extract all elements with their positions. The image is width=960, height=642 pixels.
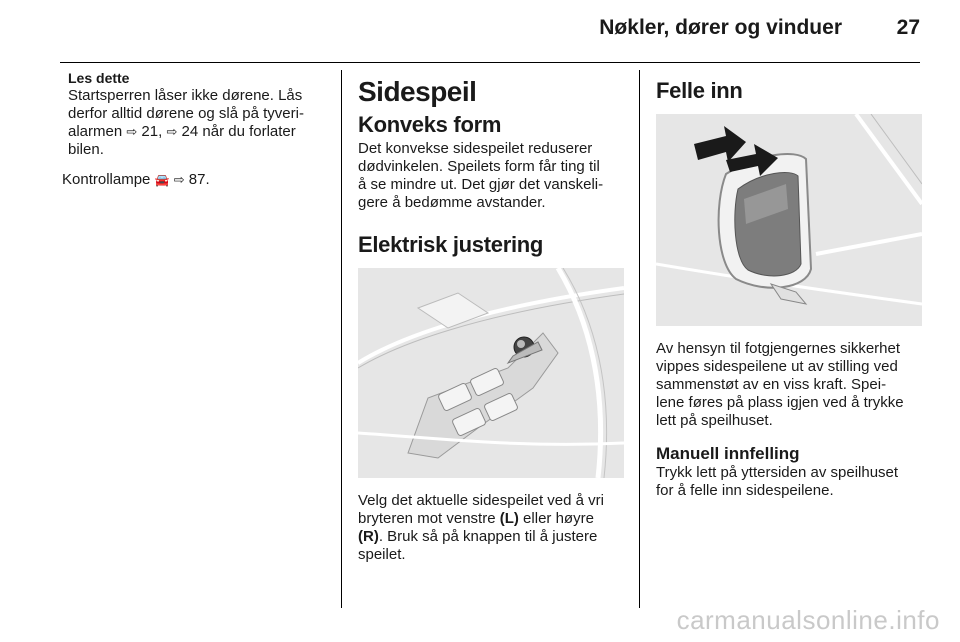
column-2 [358,70,626,564]
mirror-drawing [656,114,922,326]
column-divider-1 [341,70,342,608]
note-text: alarmen [68,123,127,140]
page-header-title: Nøkler, dører og vinduer [599,16,842,39]
body-line: å se mindre ut. Det gjør det vanskeli- [358,176,604,193]
body-line [358,528,626,546]
body-text: . Bruk så på knappen til å justere [378,528,598,545]
body-line [358,510,626,528]
page-ref-arrow-icon: ⇨ [173,172,185,187]
note-box [68,70,332,159]
watermark-brand: carmanualsonline.info [676,605,940,635]
subheading-manuell-innfelling: Manuell innfelling [656,444,800,463]
subheading-konveks-form: Konveks form [358,112,502,137]
body-line: speilet. [358,546,406,563]
left-label: (L) [499,510,519,527]
column-1 [62,70,332,189]
mirror-fold-illustration [656,114,922,326]
header-rule [60,62,920,63]
page-ref-link[interactable]: 24 når du forlater [177,123,296,140]
body-line: for å felle inn sidespeilene. [656,482,834,499]
page-number: 27 [896,16,920,39]
warning-lamp-icon: 🚘 [154,173,170,187]
note-line: Startsperren låser ikke dørene. Lås [68,87,303,104]
body-line: Velg det aktuelle sidespeilet ved å vri [358,492,604,509]
body-text: bryteren mot venstre [358,510,500,527]
column-3 [656,70,924,500]
note-title: Les dette [68,70,130,86]
section-heading-felle-inn: Felle inn [656,78,743,103]
note-line [68,123,332,141]
page-ref-arrow-icon: ⇨ [166,124,178,139]
kontrollampe-line [62,171,332,189]
body-line: Trykk lett på yttersiden av speilhuset [656,464,899,481]
body-line: Av hensyn til fotgjengernes sikkerhet [656,340,901,357]
body-line: lett på speilhuset. [656,412,773,429]
note-line: bilen. [68,141,104,158]
note-line: derfor alltid dørene og slå på tyveri- [68,105,304,122]
page-ref-arrow-icon: ⇨ [126,124,138,139]
door-switch-illustration [358,268,624,478]
column-divider-2 [639,70,640,608]
page-ref-link[interactable]: 21, [137,123,167,140]
body-line: sammenstøt av en viss kraft. Spei- [656,376,887,393]
body-text: eller høyre [518,510,594,527]
body-line: dødvinkelen. Speilets form får ting til [358,158,600,175]
body-line: Det konvekse sidespeilet reduserer [358,140,593,157]
subheading-elektrisk-justering: Elektrisk justering [358,232,544,257]
body-line: vippes sidespeilene ut av stilling ved [656,358,898,375]
kontrollampe-text: Kontrollampe [62,171,155,188]
right-label: (R) [358,528,379,545]
section-heading-sidespeil: Sidespeil [358,76,477,107]
door-panel-drawing [358,268,624,478]
body-line: gere å bedømme avstander. [358,194,546,211]
body-line: lene føres på plass igjen ved å trykke [656,394,904,411]
page-ref-link[interactable]: 87. [184,171,210,188]
